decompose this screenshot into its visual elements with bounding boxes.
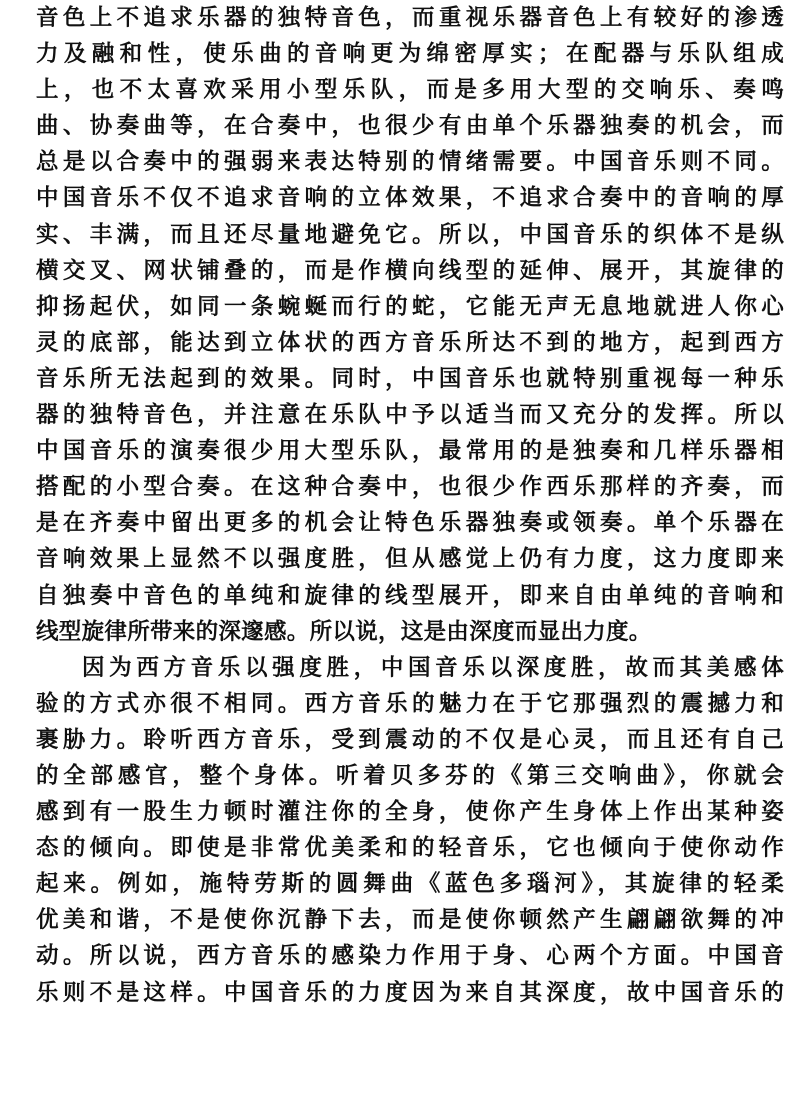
text-line: 上，也不太喜欢采用小型乐队，而是多用大型的交响乐、奏鸣 [36, 77, 784, 104]
text-line: 动。所以说，西方音乐的感染力作用于身、心两个方面。中国音 [36, 943, 784, 970]
text-line: 中国音乐的演奏很少用大型乐队，最常用的是独奏和几样乐器相 [36, 438, 784, 465]
text-line: 器的独特音色，并注意在乐队中予以适当而又充分的发挥。所以 [36, 402, 784, 429]
text-line: 音响效果上显然不以强度胜，但从感觉上仍有力度，这力度即来 [36, 546, 784, 573]
text-line: 态的倾向。即使是非常优美柔和的轻音乐，它也倾向于使你动作 [36, 835, 784, 862]
text-line: 中国音乐不仅不追求音响的立体效果，不追求合奏中的音响的厚 [36, 185, 784, 212]
text-line: 是在齐奏中留出更多的机会让特色乐器独奏或领奏。单个乐器在 [36, 510, 784, 537]
text-line: 抑扬起伏，如同一条蜿蜒而行的蛇，它能无声无息地就进人你心 [36, 293, 784, 320]
text-line: 的全部感官，整个身体。听着贝多芬的《第三交响曲》，你就会 [36, 762, 784, 789]
text-line: 优美和谐，不是使你沉静下去，而是使你顿然产生翩翩欲舞的冲 [36, 907, 784, 934]
text-line: 音色上不追求乐器的独特音色，而重视乐器音色上有较好的渗透 [36, 5, 784, 31]
paragraph-end-line: 线型旋律所带来的深邃感。所以说，这是由深度而显出力度。 [36, 618, 652, 645]
text-line: 曲、协奏曲等，在合奏中，也很少有由单个乐器独奏的机会，而 [36, 113, 784, 140]
text-line: 验的方式亦很不相同。西方音乐的魅力在于它那强烈的震撼力和 [36, 690, 784, 717]
text-line: 力及融和性，使乐曲的音响更为绵密厚实；在配器与乐队组成 [36, 41, 784, 68]
body-text [36, 0, 784, 1011]
text-line: 起来。例如，施特劳斯的圆舞曲《蓝色多瑙河》，其旋律的轻柔 [36, 871, 784, 898]
text-line: 音乐所无法起到的效果。同时，中国音乐也就特别重视每一种乐 [36, 365, 784, 392]
text-line: 裹胁力。聆听西方音乐，受到震动的不仅是心灵，而且还有自己 [36, 726, 784, 753]
text-line: 感到有一股生力顿时灌注你的全身，使你产生身体上作出某种姿 [36, 799, 784, 826]
text-line: 实、丰满，而且还尽量地避免它。所以，中国音乐的织体不是纵 [36, 221, 784, 248]
text-line: 灵的底部，能达到立体状的西方音乐所达不到的地方，起到西方 [36, 329, 784, 356]
text-line: 横交叉、网状铺叠的，而是作横向线型的延伸、展开，其旋律的 [36, 257, 784, 284]
text-line: 搭配的小型合奏。在这种合奏中，也很少作西乐那样的齐奏，而 [36, 474, 784, 501]
text-line: 乐则不是这样。中国音乐的力度因为来自其深度，故中国音乐的 [36, 979, 784, 1006]
text-line: 自独奏中音色的单纯和旋律的线型展开，即来自由单纯的音响和 [36, 582, 784, 609]
paragraph-start-line: 因为西方音乐以强度胜，中国音乐以深度胜，故而其美感体 [82, 654, 784, 681]
text-line: 总是以合奏中的强弱来表达特别的情绪需要。中国音乐则不同。 [36, 149, 784, 176]
